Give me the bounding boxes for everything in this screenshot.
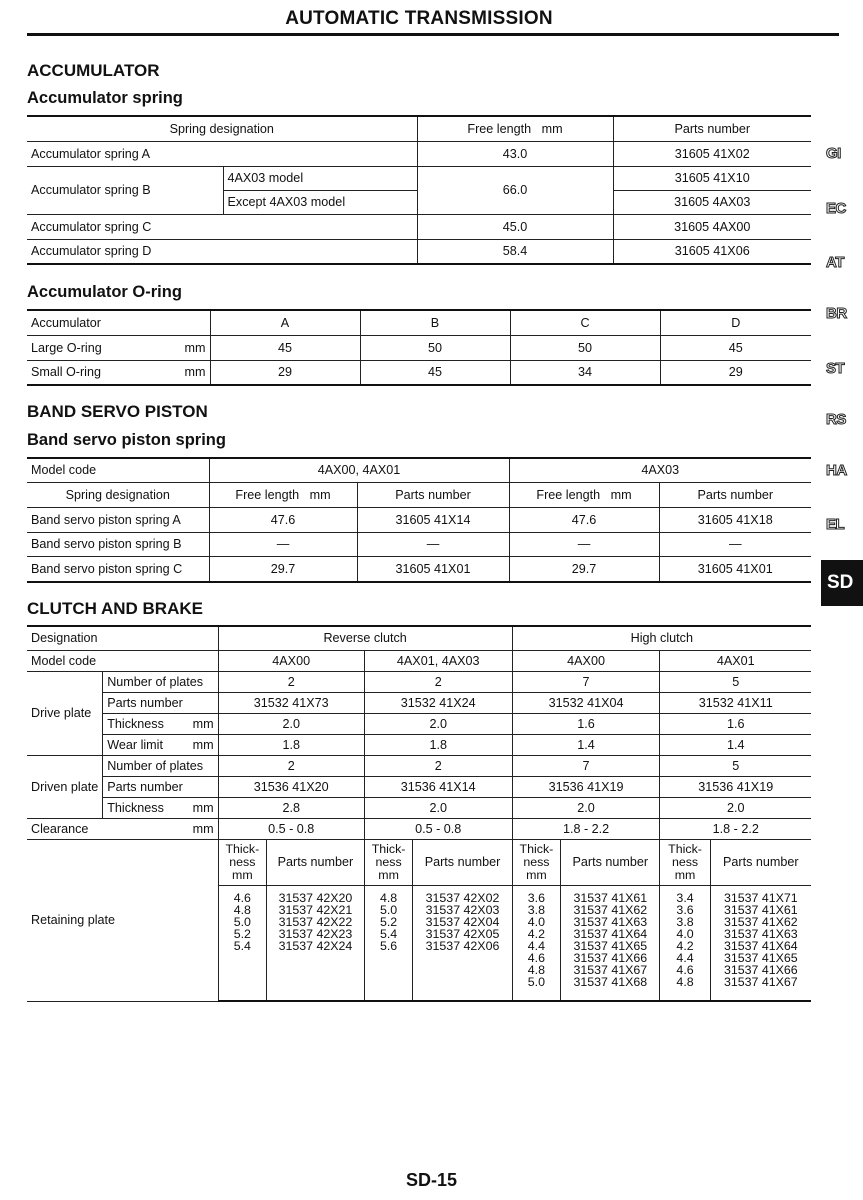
cell-value: 2.0 xyxy=(218,713,364,734)
cell-value: 5 xyxy=(660,671,811,692)
free-length-value: 43.0 xyxy=(417,141,613,166)
list-item: 5.0 xyxy=(379,902,398,917)
header-free-length: Free length mm xyxy=(417,116,613,141)
table-header-row xyxy=(27,310,811,335)
index-tab-sd-active[interactable]: SD xyxy=(821,560,863,606)
free-length-value: 29.7 xyxy=(509,556,659,582)
free-length-value: — xyxy=(209,532,357,556)
thickness-header: Thick- ness mm xyxy=(218,839,267,885)
list-item: 31537 41X66 xyxy=(723,962,798,977)
driven-plate-label: Driven plate xyxy=(27,755,103,818)
cell-value: 5 xyxy=(660,755,811,776)
index-tab-st[interactable]: ST xyxy=(826,360,845,377)
model-code-row xyxy=(27,458,811,482)
list-item: 4.8 xyxy=(379,890,398,905)
thickness-header: Thick- ness mm xyxy=(364,839,413,885)
list-item: 5.2 xyxy=(379,914,398,929)
parts-number-value: 31605 41X14 xyxy=(357,507,509,532)
parts-number-value: 31605 41X18 xyxy=(659,507,811,532)
list-item: 31537 41X61 xyxy=(573,890,648,905)
table-row xyxy=(27,166,811,190)
parts-number-header: Parts number xyxy=(413,839,512,885)
list-item: 31537 41X66 xyxy=(573,950,648,965)
cell-value: 2.8 xyxy=(218,797,364,818)
list-item: 31537 41X65 xyxy=(573,938,648,953)
accumulator-spring-table xyxy=(27,115,811,265)
row-label: Small O-ring mm xyxy=(27,360,210,385)
parts-number-value: — xyxy=(357,532,509,556)
free-length-value: 66.0 xyxy=(417,166,613,214)
list-item: 3.8 xyxy=(676,914,694,929)
list-item: 31537 41X64 xyxy=(723,938,798,953)
thickness-header: Thick- ness mm xyxy=(512,839,561,885)
model-code: 4AX00 xyxy=(218,650,364,671)
table-row xyxy=(27,713,811,734)
list-item: 31537 42X23 xyxy=(278,926,353,941)
index-tab-ha[interactable]: HA xyxy=(826,462,847,479)
spring-name: Band servo piston spring C xyxy=(27,556,209,582)
parts-number-value: 31605 41X02 xyxy=(613,141,811,166)
list-item: 4.8 xyxy=(233,902,251,917)
retaining-parts-list xyxy=(561,885,660,1001)
parts-number-value: 31605 41X10 xyxy=(613,166,811,190)
table-row xyxy=(27,214,811,239)
parts-number-value: 31605 4AX03 xyxy=(613,190,811,214)
list-item: 31537 42X06 xyxy=(425,938,500,953)
table-header-row xyxy=(27,482,811,507)
header-free-length: Free length mm xyxy=(209,482,357,507)
list-item: 5.0 xyxy=(233,914,251,929)
free-length-value: 47.6 xyxy=(509,507,659,532)
index-tab-br[interactable]: BR xyxy=(826,305,847,322)
retaining-header-row xyxy=(27,839,811,885)
accumulator-spring-title: Accumulator spring xyxy=(27,89,183,107)
model-code-row xyxy=(27,650,811,671)
free-length-value: 45.0 xyxy=(417,214,613,239)
oring-value: 34 xyxy=(510,360,660,385)
header-accumulator: Accumulator xyxy=(27,310,210,335)
table-row xyxy=(27,239,811,264)
index-tab-rs[interactable]: RS xyxy=(826,411,846,428)
free-length-value: 29.7 xyxy=(209,556,357,582)
list-item: 4.6 xyxy=(233,890,251,905)
table-row xyxy=(27,797,811,818)
cell-value: 1.8 - 2.2 xyxy=(660,818,811,839)
table-row xyxy=(27,532,811,556)
oring-value: 50 xyxy=(360,335,510,360)
header-parts-number: Parts number xyxy=(613,116,811,141)
parts-number-header: Parts number xyxy=(710,839,811,885)
index-tab-el[interactable]: EL xyxy=(826,516,845,533)
retaining-thickness-list xyxy=(512,885,561,1001)
row-label: Parts number xyxy=(103,692,218,713)
list-item: 4.8 xyxy=(527,962,546,977)
cell-value: 31536 41X20 xyxy=(218,776,364,797)
list-item: 4.8 xyxy=(676,974,694,989)
header-parts-number: Parts number xyxy=(659,482,811,507)
cell-value: 7 xyxy=(512,755,660,776)
list-item: 31537 42X24 xyxy=(278,938,353,953)
band-servo-spring-table xyxy=(27,457,811,583)
oring-value: 29 xyxy=(660,360,811,385)
list-item: 4.0 xyxy=(676,926,694,941)
spring-name: Accumulator spring A xyxy=(27,141,417,166)
reverse-clutch-header: Reverse clutch xyxy=(218,626,512,650)
oring-value: 45 xyxy=(210,335,360,360)
list-item: 31537 41X62 xyxy=(573,902,648,917)
table-row xyxy=(27,141,811,166)
parts-number-header: Parts number xyxy=(267,839,365,885)
cell-value: 1.8 xyxy=(218,734,364,755)
model-code-label: Model code xyxy=(27,458,209,482)
row-label: Number of plates xyxy=(103,671,218,692)
spring-name: Accumulator spring C xyxy=(27,214,417,239)
cell-value: 2 xyxy=(364,755,512,776)
parts-number-header: Parts number xyxy=(561,839,660,885)
table-row xyxy=(27,692,811,713)
table-row xyxy=(27,671,811,692)
table-row xyxy=(27,734,811,755)
parts-number-value: 31605 41X01 xyxy=(659,556,811,582)
table-row xyxy=(27,556,811,582)
list-item: 31537 41X67 xyxy=(723,974,798,989)
cell-value: 2.0 xyxy=(364,797,512,818)
list-item: 31537 41X65 xyxy=(723,950,798,965)
thickness-header: Thick- ness mm xyxy=(660,839,710,885)
cell-value: 31536 41X14 xyxy=(364,776,512,797)
header-spring-designation: Spring designation xyxy=(27,116,417,141)
parts-number-value: — xyxy=(659,532,811,556)
free-length-value: 47.6 xyxy=(209,507,357,532)
retaining-thickness-list xyxy=(660,885,710,1001)
row-label: Large O-ring mm xyxy=(27,335,210,360)
list-item: 3.6 xyxy=(676,902,694,917)
list-item: 4.2 xyxy=(527,926,546,941)
list-item: 5.2 xyxy=(233,926,251,941)
list-item: 31537 41X71 xyxy=(723,890,798,905)
retaining-thickness-list xyxy=(364,885,413,1001)
list-item: 31537 41X63 xyxy=(723,926,798,941)
table-row xyxy=(27,360,811,385)
list-item: 3.6 xyxy=(527,890,546,905)
cell-value: 31536 41X19 xyxy=(512,776,660,797)
cell-value: 1.8 - 2.2 xyxy=(512,818,660,839)
table-header-row xyxy=(27,116,811,141)
cell-value: 1.6 xyxy=(512,713,660,734)
list-item: 31537 42X04 xyxy=(425,914,500,929)
cell-value: 2.0 xyxy=(512,797,660,818)
list-item: 31537 42X05 xyxy=(425,926,500,941)
list-item: 3.4 xyxy=(676,890,694,905)
retaining-thickness-list xyxy=(218,885,267,1001)
list-item: 31537 41X67 xyxy=(573,962,648,977)
title-rule xyxy=(27,33,839,36)
cell-value: 1.8 xyxy=(364,734,512,755)
cell-value: 31536 41X19 xyxy=(660,776,811,797)
table-row xyxy=(27,755,811,776)
model-code: 4AX00 xyxy=(512,650,660,671)
list-item: 3.8 xyxy=(527,902,546,917)
retaining-parts-list xyxy=(413,885,512,1001)
list-item: 31537 41X63 xyxy=(573,914,648,929)
list-item: 4.0 xyxy=(527,914,546,929)
list-item: 31537 42X21 xyxy=(278,902,353,917)
retaining-parts-list xyxy=(267,885,365,1001)
row-label: Thickness mm xyxy=(103,797,218,818)
list-item: 31537 42X02 xyxy=(425,890,500,905)
header-free-length: Free length mm xyxy=(509,482,659,507)
model-group-2: 4AX03 xyxy=(509,458,811,482)
index-tab-at[interactable]: AT xyxy=(826,254,844,271)
list-item: 4.2 xyxy=(676,938,694,953)
parts-number-value: 31605 41X06 xyxy=(613,239,811,264)
drive-plate-label: Drive plate xyxy=(27,671,103,755)
cell-value: 1.4 xyxy=(660,734,811,755)
spring-name: Accumulator spring B xyxy=(27,166,223,214)
band-servo-spring-title: Band servo piston spring xyxy=(27,431,226,449)
list-item: 4.4 xyxy=(527,938,546,953)
model-variant: 4AX03 model xyxy=(223,166,417,190)
row-label: Number of plates xyxy=(103,755,218,776)
parts-number-value: 31605 4AX00 xyxy=(613,214,811,239)
table-row xyxy=(27,335,811,360)
list-item: 5.6 xyxy=(379,938,398,953)
high-clutch-header: High clutch xyxy=(512,626,811,650)
model-code: 4AX01 xyxy=(660,650,811,671)
row-label: Parts number xyxy=(103,776,218,797)
cell-value: 1.4 xyxy=(512,734,660,755)
cell-value: 2.0 xyxy=(660,797,811,818)
list-item: 31537 41X62 xyxy=(723,914,798,929)
index-tab-gi[interactable]: GI xyxy=(826,145,841,162)
row-label: Thickness mm xyxy=(103,713,218,734)
spring-name: Band servo piston spring A xyxy=(27,507,209,532)
header-spring-designation: Spring designation xyxy=(27,482,209,507)
spring-name: Band servo piston spring B xyxy=(27,532,209,556)
retaining-parts-list xyxy=(710,885,811,1001)
list-item: 5.4 xyxy=(379,926,398,941)
row-label: Wear limit mm xyxy=(103,734,218,755)
cell-value: 7 xyxy=(512,671,660,692)
list-item: 31537 42X22 xyxy=(278,914,353,929)
cell-value: 0.5 - 0.8 xyxy=(218,818,364,839)
list-item: 31537 41X64 xyxy=(573,926,648,941)
oring-value: 45 xyxy=(660,335,811,360)
list-item: 31537 41X61 xyxy=(723,902,798,917)
list-item: 4.6 xyxy=(527,950,546,965)
list-item: 31537 42X20 xyxy=(278,890,353,905)
accumulator-heading: ACCUMULATOR xyxy=(27,61,160,80)
oring-value: 29 xyxy=(210,360,360,385)
parts-number-value: 31605 41X01 xyxy=(357,556,509,582)
accumulator-oring-title: Accumulator O-ring xyxy=(27,283,182,301)
page-number: SD-15 xyxy=(405,1170,458,1190)
index-tab-ec[interactable]: EC xyxy=(826,200,846,217)
cell-value: 31532 41X04 xyxy=(512,692,660,713)
free-length-value: 58.4 xyxy=(417,239,613,264)
model-variant: Except 4AX03 model xyxy=(223,190,417,214)
oring-value: 45 xyxy=(360,360,510,385)
oring-value: 50 xyxy=(510,335,660,360)
header-col-a: A xyxy=(210,310,360,335)
clearance-label: Clearance mm xyxy=(27,818,218,839)
cell-value: 2 xyxy=(218,755,364,776)
list-item: 5.0 xyxy=(527,974,546,989)
clearance-row xyxy=(27,818,811,839)
header-col-c: C xyxy=(510,310,660,335)
cell-value: 31532 41X24 xyxy=(364,692,512,713)
cell-value: 2.0 xyxy=(364,713,512,734)
cell-value: 2 xyxy=(364,671,512,692)
retaining-plate-label: Retaining plate xyxy=(27,839,218,1001)
free-length-value: — xyxy=(509,532,659,556)
table-row xyxy=(27,776,811,797)
clutch-brake-heading: CLUTCH AND BRAKE xyxy=(27,599,203,618)
cell-value: 0.5 - 0.8 xyxy=(364,818,512,839)
clutch-brake-table xyxy=(27,625,811,1002)
list-item: 31537 42X03 xyxy=(425,902,500,917)
list-item: 5.4 xyxy=(233,938,251,953)
cell-value: 2 xyxy=(218,671,364,692)
cell-value: 31532 41X11 xyxy=(660,692,811,713)
table-row xyxy=(27,507,811,532)
list-item: 4.6 xyxy=(676,962,694,977)
model-code: 4AX01, 4AX03 xyxy=(364,650,512,671)
model-code-label: Model code xyxy=(27,650,218,671)
accumulator-oring-table xyxy=(27,309,811,386)
list-item: 4.4 xyxy=(676,950,694,965)
model-group-1: 4AX00, 4AX01 xyxy=(209,458,509,482)
cell-value: 1.6 xyxy=(660,713,811,734)
header-col-b: B xyxy=(360,310,510,335)
list-item: 31537 41X68 xyxy=(573,974,648,989)
cell-value: 31532 41X73 xyxy=(218,692,364,713)
band-servo-heading: BAND SERVO PISTON xyxy=(27,402,208,421)
designation-label: Designation xyxy=(27,626,218,650)
page-title: AUTOMATIC TRANSMISSION xyxy=(285,8,553,29)
header-col-d: D xyxy=(660,310,811,335)
designation-row xyxy=(27,626,811,650)
spring-name: Accumulator spring D xyxy=(27,239,417,264)
header-parts-number: Parts number xyxy=(357,482,509,507)
